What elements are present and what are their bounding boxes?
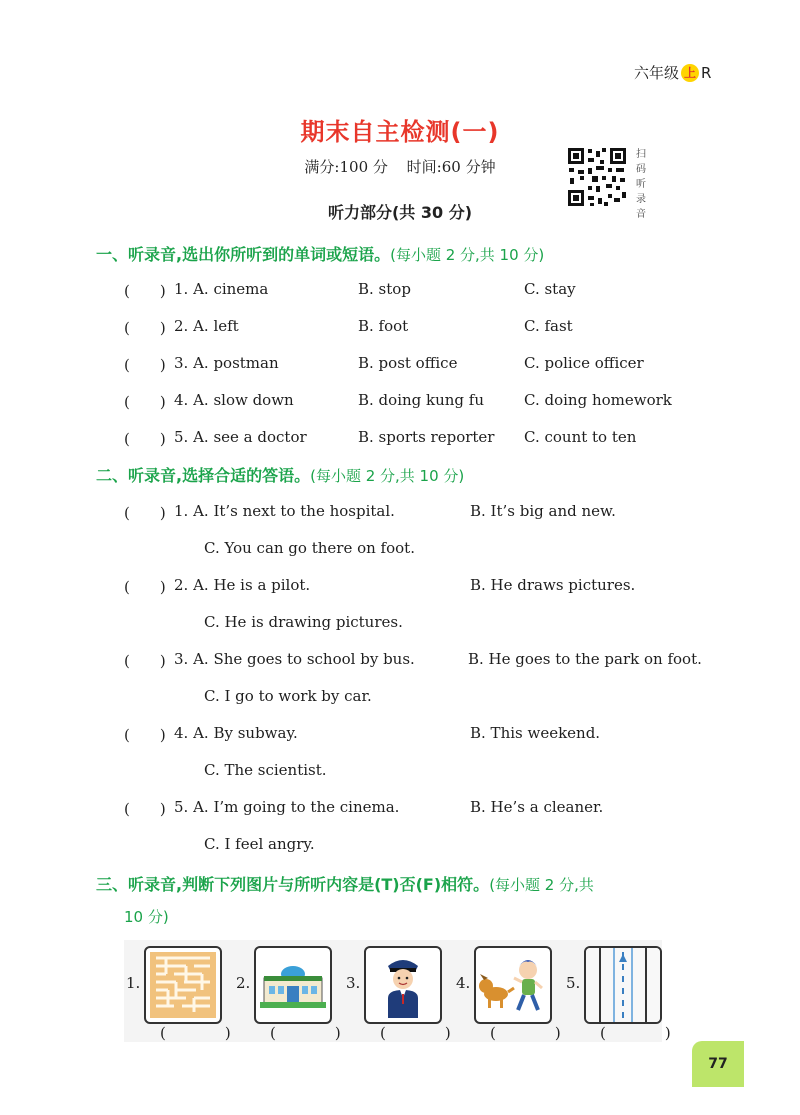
answer-blank[interactable]: ( ) [124,319,166,337]
question-row [124,724,734,748]
grade-suffix: R [701,63,712,82]
option-a: 2. A. left [174,317,239,335]
option-b: B. stop [358,280,411,298]
option-a: 4. A. By subway. [174,724,298,742]
question-row-c [124,835,734,859]
answer-blank[interactable]: ( ) [124,282,166,300]
option-b: B. foot [358,317,409,335]
maze-icon [144,946,222,1024]
option-b: B. He’s a cleaner. [470,798,604,816]
picture-number: 3. [346,974,361,992]
option-c: C. fast [524,317,573,335]
question-row [124,428,734,452]
answer-blank[interactable]: ( ) [380,1024,473,1042]
section3-heading-cont: 10 分) [124,908,169,926]
question-row [124,317,734,341]
exam-meta [0,156,800,177]
answer-blank[interactable]: ( ) [160,1024,253,1042]
picture-number: 1. [126,974,141,992]
picture-number: 5. [566,974,581,992]
exam-time: 时间:60 分钟 [406,158,496,176]
grade-label [634,62,711,83]
grade-badge: 上 [681,64,699,82]
answer-blank[interactable]: ( ) [124,800,166,818]
answer-blank[interactable]: ( ) [124,578,166,596]
option-b: B. It’s big and new. [470,502,616,520]
full-score: 满分:100 分 [304,158,388,176]
option-a: 1. A. cinema [174,280,269,298]
listening-part-title: 听力部分(共 30 分) [327,203,473,222]
section1-heading: 一、听录音,选出你所听到的单词或短语。(每小题 2 分,共 10 分) [96,245,545,264]
option-c: C. He is drawing pictures. [204,613,403,631]
answer-blank[interactable]: ( ) [124,652,166,670]
answer-blank[interactable]: ( ) [270,1024,363,1042]
answer-blank[interactable]: ( ) [124,504,166,522]
section2-heading: 二、听录音,选择合适的答语。(每小题 2 分,共 10 分) [96,466,465,485]
question-row [124,798,734,822]
page-title: 期末自主检测(一) [300,118,500,146]
answer-blank[interactable]: ( ) [490,1024,583,1042]
option-b: B. This weekend. [470,724,601,742]
answer-blank[interactable]: ( ) [124,393,166,411]
option-c: C. stay [524,280,576,298]
option-c: C. I feel angry. [204,835,315,853]
question-row-c [124,613,734,637]
building-icon [254,946,332,1024]
option-b: B. doing kung fu [358,391,485,409]
police-officer-icon [364,946,442,1024]
question-row [124,576,734,600]
question-row [124,502,734,526]
answer-blank[interactable]: ( ) [124,430,166,448]
page-number: 77 [692,1041,744,1087]
option-c: C. police officer [524,354,644,372]
option-c: C. doing homework [524,391,672,409]
picture-number: 4. [456,974,471,992]
option-c: C. The scientist. [204,761,327,779]
picture-number: 2. [236,974,251,992]
option-a: 5. A. see a doctor [174,428,307,446]
answer-blank[interactable]: ( ) [124,726,166,744]
boy-running-dog-icon [474,946,552,1024]
option-a: 2. A. He is a pilot. [174,576,311,594]
option-c: C. I go to work by car. [204,687,372,705]
road-lane-icon [584,946,662,1024]
question-row-c [124,761,734,785]
question-row-c [124,687,734,711]
answer-blank[interactable]: ( ) [600,1024,693,1042]
option-c: C. count to ten [524,428,637,446]
question-row-c [124,539,734,563]
section3-heading: 三、听录音,判断下列图片与所听内容是(T)否(F)相符。(每小题 2 分,共 [96,875,594,894]
option-b: B. He goes to the park on foot. [468,650,702,668]
grade-prefix: 六年级 [634,64,680,82]
option-b: B. post office [358,354,458,372]
option-a: 3. A. She goes to school by bus. [174,650,415,668]
option-b: B. sports reporter [358,428,495,446]
question-row [124,391,734,415]
answer-blank[interactable]: ( ) [124,356,166,374]
picture-strip [124,940,693,1042]
option-a: 5. A. I’m going to the cinema. [174,798,400,816]
option-c: C. You can go there on foot. [204,539,415,557]
option-a: 3. A. postman [174,354,279,372]
qr-code-icon[interactable] [566,146,628,208]
option-a: 1. A. It’s next to the hospital. [174,502,395,520]
question-row [124,354,734,378]
qr-caption: 扫 码 听 录 音 [636,149,646,220]
option-b: B. He draws pictures. [470,576,636,594]
question-row [124,650,734,674]
question-row [124,280,734,304]
option-a: 4. A. slow down [174,391,294,409]
